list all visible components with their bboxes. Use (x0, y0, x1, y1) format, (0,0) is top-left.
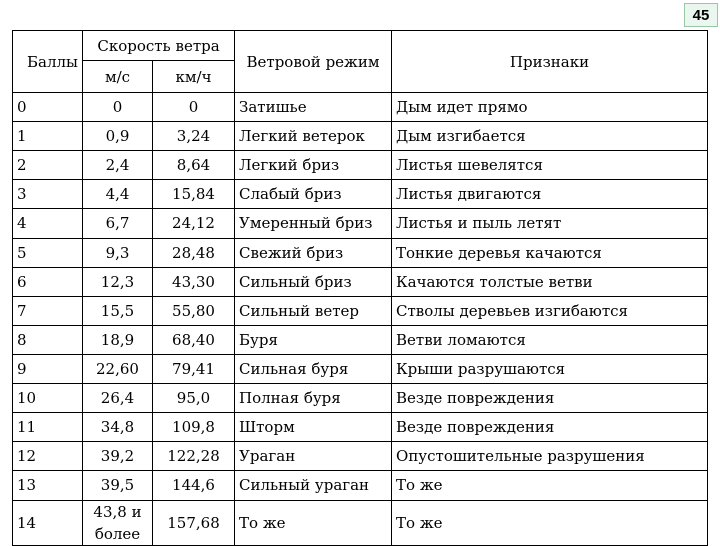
speed-ms-cell: 22,60 (83, 354, 153, 383)
signs-cell: Опустошительные разрушения (392, 442, 708, 471)
table-row (13, 471, 708, 500)
speed-kmh-cell: 8,64 (153, 151, 235, 180)
speed-kmh-cell: 0 (153, 93, 235, 122)
header-wind-regime: Ветровой режим (235, 31, 392, 93)
table-row (13, 151, 708, 180)
speed-ms-cell: 2,4 (83, 151, 153, 180)
signs-cell: Качаются толстые ветви (392, 267, 708, 296)
speed-kmh-cell: 144,6 (153, 471, 235, 500)
speed-kmh-cell: 55,80 (153, 296, 235, 325)
score-cell: 6 (13, 267, 83, 296)
table-row (13, 384, 708, 413)
speed-ms-cell: 39,5 (83, 471, 153, 500)
wind-regime-cell: То же (235, 500, 392, 545)
signs-cell: Ветви ломаются (392, 325, 708, 354)
signs-cell: То же (392, 500, 708, 545)
table-row (13, 238, 708, 267)
wind-regime-cell: Легкий ветерок (235, 122, 392, 151)
table-row (13, 354, 708, 383)
wind-regime-cell: Буря (235, 325, 392, 354)
speed-kmh-cell: 109,8 (153, 413, 235, 442)
speed-ms-cell: 18,9 (83, 325, 153, 354)
score-cell: 13 (13, 471, 83, 500)
score-cell: 3 (13, 180, 83, 209)
speed-ms-cell: 9,3 (83, 238, 153, 267)
wind-regime-cell: Сильная буря (235, 354, 392, 383)
speed-kmh-cell: 79,41 (153, 354, 235, 383)
wind-regime-cell: Ураган (235, 442, 392, 471)
wind-regime-cell: Сильный ветер (235, 296, 392, 325)
score-cell: 1 (13, 122, 83, 151)
speed-ms-cell: 26,4 (83, 384, 153, 413)
page-number-badge: 45 (684, 3, 718, 27)
wind-regime-cell: Затишье (235, 93, 392, 122)
header-ms: м/с (83, 61, 153, 93)
signs-cell: Везде повреждения (392, 413, 708, 442)
score-cell: 14 (13, 500, 83, 545)
score-cell: 8 (13, 325, 83, 354)
score-cell: 2 (13, 151, 83, 180)
table-row (13, 500, 708, 545)
wind-regime-cell: Сильный ураган (235, 471, 392, 500)
speed-kmh-cell: 43,30 (153, 267, 235, 296)
table-row (13, 209, 708, 238)
table-row (13, 122, 708, 151)
wind-regime-cell: Легкий бриз (235, 151, 392, 180)
score-cell: 4 (13, 209, 83, 238)
header-wind-speed: Скорость ветра (83, 31, 235, 61)
score-cell: 7 (13, 296, 83, 325)
speed-kmh-cell: 157,68 (153, 500, 235, 545)
wind-regime-cell: Умеренный бриз (235, 209, 392, 238)
speed-ms-cell: 0,9 (83, 122, 153, 151)
table-body (13, 93, 708, 546)
table-row (13, 93, 708, 122)
speed-ms-cell: 39,2 (83, 442, 153, 471)
wind-regime-cell: Шторм (235, 413, 392, 442)
score-cell: 12 (13, 442, 83, 471)
wind-regime-cell: Сильный бриз (235, 267, 392, 296)
score-cell: 5 (13, 238, 83, 267)
wind-regime-cell: Полная буря (235, 384, 392, 413)
speed-kmh-cell: 15,84 (153, 180, 235, 209)
header-kmh: км/ч (153, 61, 235, 93)
table-row (13, 267, 708, 296)
signs-cell: Тонкие деревья качаются (392, 238, 708, 267)
speed-ms-cell: 4,4 (83, 180, 153, 209)
signs-cell: Стволы деревьев изгибаются (392, 296, 708, 325)
speed-kmh-cell: 95,0 (153, 384, 235, 413)
speed-kmh-cell: 28,48 (153, 238, 235, 267)
header-signs: Признаки (392, 31, 708, 93)
signs-cell: Дым изгибается (392, 122, 708, 151)
speed-ms-cell: 12,3 (83, 267, 153, 296)
speed-ms-cell: 0 (83, 93, 153, 122)
speed-kmh-cell: 3,24 (153, 122, 235, 151)
speed-kmh-cell: 122,28 (153, 442, 235, 471)
table-row (13, 296, 708, 325)
table-row (13, 442, 708, 471)
score-cell: 11 (13, 413, 83, 442)
speed-ms-cell: 34,8 (83, 413, 153, 442)
beaufort-wind-table (12, 30, 708, 546)
wind-regime-cell: Слабый бриз (235, 180, 392, 209)
signs-cell: Дым идет прямо (392, 93, 708, 122)
signs-cell: Крыши разрушаются (392, 354, 708, 383)
wind-regime-cell: Свежий бриз (235, 238, 392, 267)
table-row (13, 413, 708, 442)
score-cell: 9 (13, 354, 83, 383)
signs-cell: Листья двигаются (392, 180, 708, 209)
score-cell: 0 (13, 93, 83, 122)
speed-ms-cell: 15,5 (83, 296, 153, 325)
signs-cell: То же (392, 471, 708, 500)
score-cell: 10 (13, 384, 83, 413)
signs-cell: Листья шевелятся (392, 151, 708, 180)
table-row (13, 180, 708, 209)
speed-ms-cell: 6,7 (83, 209, 153, 238)
signs-cell: Везде повреждения (392, 384, 708, 413)
speed-kmh-cell: 24,12 (153, 209, 235, 238)
speed-kmh-cell: 68,40 (153, 325, 235, 354)
signs-cell: Листья и пыль летят (392, 209, 708, 238)
table-row (13, 325, 708, 354)
header-score: Баллы (13, 31, 83, 93)
speed-ms-cell: 43,8 и более (83, 500, 153, 545)
